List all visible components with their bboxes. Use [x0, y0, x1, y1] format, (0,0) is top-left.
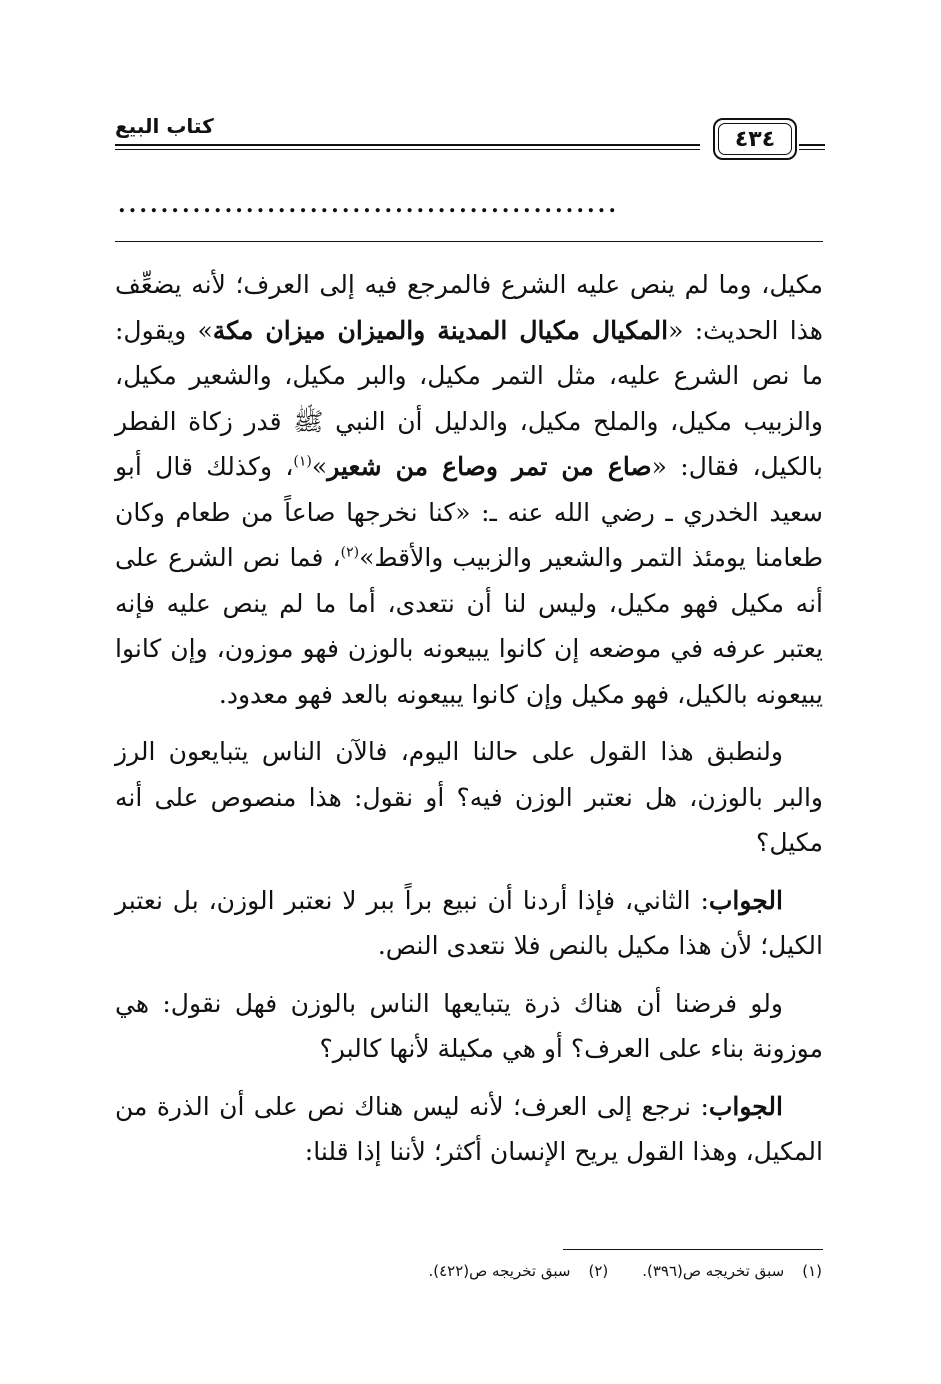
text-segment: : الثاني، فإذا أردنا أن نبيع براً ببر لا نعتبر الوزن، بل نعتبر الكيل؛ لأن هذا مكيل بالنص فلا نتعدى النص.: [115, 885, 823, 960]
bold-text: المكيال مكيال المدينة والميزان ميزان مكة: [212, 315, 669, 345]
separator-rule: [115, 241, 823, 242]
header-rule-right: [799, 144, 825, 146]
footnote-text: سبق تخريجه ص(٤٢٢).: [428, 1262, 571, 1280]
paragraph: [115, 981, 823, 1072]
text-segment: »: [311, 452, 328, 481]
footnote-rule: [563, 1249, 823, 1250]
bold-text: الجواب: [708, 1091, 783, 1121]
footnote-ref: (١): [293, 453, 312, 470]
text-segment: ولنطبق هذا القول على حالنا اليوم، فالآن الناس يتبايعون الرز والبر بالوزن، هل نعتبر الوزن فيه؟ أو نقول: هذا منصوص على أنه مكيل؟: [115, 737, 823, 857]
paragraph: [115, 1084, 823, 1175]
text-segment: ولو فرضنا أن هناك ذرة يتبايعها الناس بالوزن فهل نقول: هي موزونة بناء على العرف؟ أو هي مكيلة لأنها كالبر؟: [115, 988, 823, 1063]
page-number-frame: [713, 118, 797, 160]
text-segment: : نرجع إلى العرف؛ لأنه ليس هناك نص على أن الذرة من المكيل، وهذا القول يريح الإنسان أكثر؛ لأننا إذا قلنا:: [115, 1091, 823, 1166]
paragraph: [115, 729, 823, 866]
header-rule-left: [115, 144, 700, 146]
text-segment: ، وكذلك قال أبو سعيد الخدري ـ رضي الله عنه ـ: «كنا نخرجها صاعاً من طعام وكان طعامنا يومئذ التمر والشعير والزبيب والأقط»: [115, 452, 823, 572]
paragraph: [115, 878, 823, 969]
footnote-text: سبق تخريجه ص(٣٩٦).: [642, 1262, 785, 1280]
page-header: [115, 112, 825, 160]
main-text: [115, 262, 823, 1187]
paragraph: [115, 262, 823, 717]
footnote: [429, 1262, 609, 1280]
page-number: ٤٣٤: [734, 126, 776, 152]
footnote-number: (١): [802, 1262, 822, 1280]
footnote-ref: (٢): [340, 544, 360, 561]
dotted-separator: ...............................................: [118, 192, 619, 218]
footnote-number: (٢): [588, 1262, 609, 1280]
text-segment: ، فما نص الشرع على أنه مكيل فهو مكيل، وليس لنا أن نتعدى، أما ما لم ينص عليه فإنه يعتبر عرفه في موضعه إن كانوا يبيعونه بالوزن فهو موزون، وإن كانوا يبيعونه بالكيل، فهو مكيل وإن كانوا يبيعونه بالعد فهو معدود.: [115, 543, 823, 709]
text-segment: مكيل، وما لم ينص عليه الشرع فالمرجع فيه إلى العرف؛ لأنه يضعِّف هذا الحديث: «: [115, 270, 823, 345]
footnotes: [190, 1262, 822, 1280]
bold-text: صاع من تمر وصاع من شعير: [327, 452, 652, 481]
book-title: كتاب البيع: [115, 114, 220, 138]
text-segment: » ويقول: ما نص الشرع عليه، مثل التمر مكيل، والبر مكيل، والشعير مكيل، والزبيب مكيل، والملح مكيل، والدليل أن النبي ﷺ قدر زكاة الفطر بالكيل، فقال: «: [115, 315, 823, 481]
footnote: [642, 1262, 822, 1280]
bold-text: الجواب: [708, 885, 783, 915]
